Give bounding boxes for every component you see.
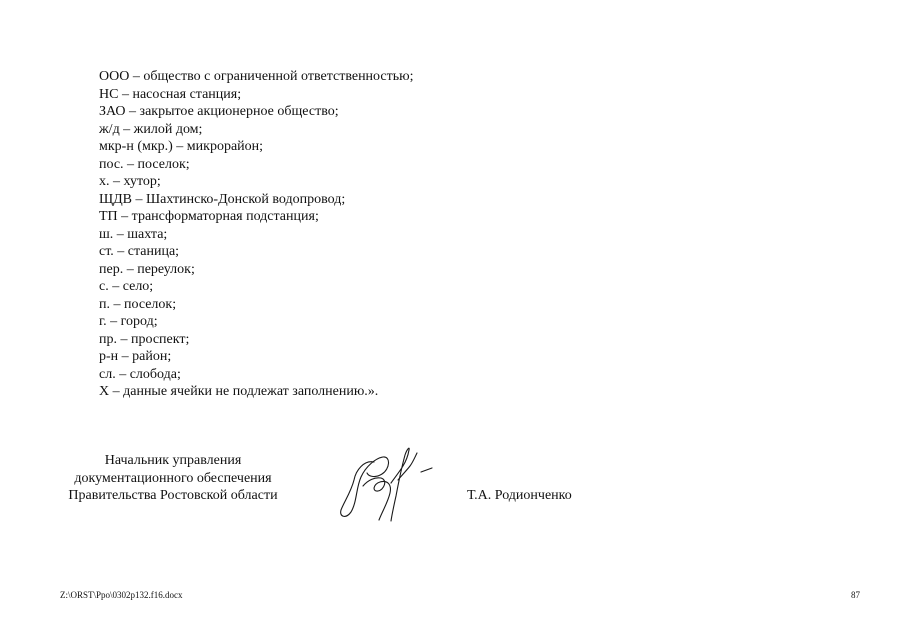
- footer-file-path: Z:\ORST\Ppo\0302p132.f16.docx: [60, 590, 183, 600]
- abbreviation-item: с. – село;: [99, 279, 154, 294]
- abbreviation-list: [99, 68, 413, 401]
- handwritten-signature: [334, 440, 444, 525]
- abbreviation-item: пер. – переулок;: [99, 261, 195, 277]
- abbreviation-item: Х – данные ячейки не подлежат заполнению.».: [99, 384, 379, 399]
- abbreviation-item: пос. – поселок;: [99, 156, 190, 172]
- abbreviation-item: НС – насосная станция;: [99, 86, 242, 102]
- abbreviation-item: р-н – район;: [99, 349, 172, 364]
- abbreviation-item: ш. – шахта;: [99, 226, 168, 242]
- position-line: Начальник управления: [104, 453, 242, 468]
- signatory-position: [55, 452, 291, 505]
- abbreviation-item: пр. – проспект;: [99, 331, 190, 347]
- page-number: 87: [851, 590, 860, 600]
- abbreviation-item: ЩДВ – Шахтинско-Донской водопровод;: [99, 191, 346, 207]
- abbreviation-item: ст. – станица;: [99, 244, 180, 259]
- abbreviation-item: х. – хутор;: [99, 174, 161, 189]
- abbreviation-item: мкр-н (мкр.) – микрорайон;: [99, 139, 264, 154]
- position-line: Правительства Ростовской области: [68, 488, 278, 503]
- abbreviation-item: ЗАО – закрытое акционерное общество;: [99, 104, 339, 119]
- signer-name: Т.А. Родионченко: [467, 488, 572, 503]
- abbreviation-item: г. – город;: [99, 314, 158, 329]
- abbreviation-item: ООО – общество с ограниченной ответственностью;: [99, 69, 414, 84]
- position-line: документационного обеспечения: [74, 470, 272, 486]
- abbreviation-item: сл. – слобода;: [99, 366, 181, 382]
- abbreviation-item: ж/д – жилой дом;: [99, 121, 203, 137]
- abbreviation-item: ТП – трансформаторная подстанция;: [99, 209, 319, 224]
- abbreviation-item: п. – поселок;: [99, 296, 177, 312]
